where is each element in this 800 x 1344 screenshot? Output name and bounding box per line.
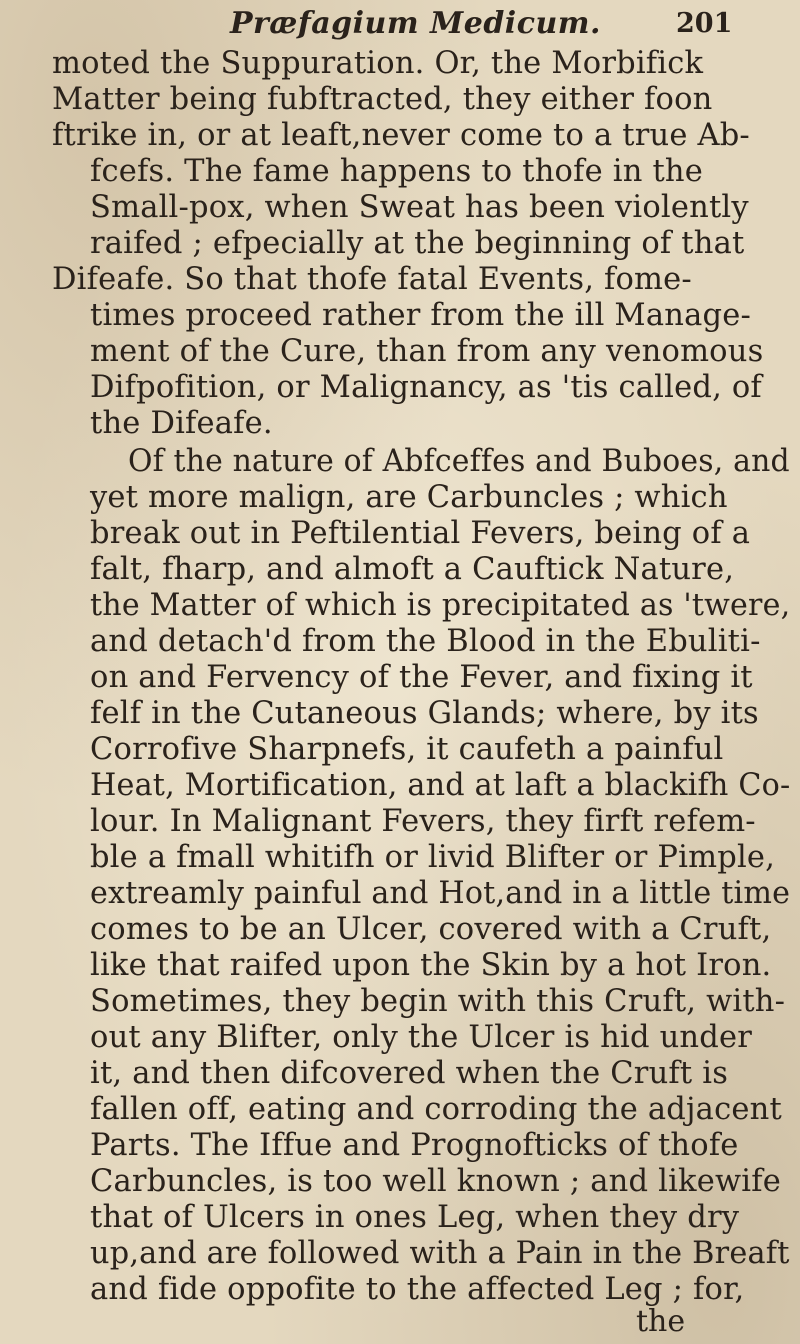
text-line: ftrike in, or at leaft,never come to a true Ab- bbox=[52, 118, 750, 153]
text-line: Corrofive Sharpnefs, it caufeth a painful bbox=[90, 732, 724, 767]
text-line: ment of the Cure, than from any venomous bbox=[90, 334, 764, 369]
text-line: fallen off, eating and corroding the adjacent bbox=[90, 1092, 782, 1127]
text-line: break out in Peftilential Fevers, being of a bbox=[90, 516, 751, 551]
text-line: yet more malign, are Carbuncles ; which bbox=[90, 480, 728, 515]
page-number: 201 bbox=[676, 8, 733, 39]
text-line: Sometimes, they begin with this Cruft, with- bbox=[90, 984, 786, 1019]
text-line: the Matter of which is precipitated as 'twere, bbox=[90, 588, 791, 623]
text-line: Of the nature of Abfceffes and Buboes, and bbox=[128, 444, 790, 479]
text-line: Parts. The Iffue and Prognofticks of thofe bbox=[90, 1128, 739, 1163]
text-line: fcefs. The fame happens to thofe in the bbox=[90, 154, 703, 189]
text-line: Matter being fubftracted, they either foon bbox=[52, 82, 713, 117]
text-line: it, and then difcovered when the Cruft is bbox=[90, 1056, 729, 1091]
text-line: on and Fervency of the Fever, and fixing it bbox=[90, 660, 753, 695]
text-line: and fide oppofite to the affected Leg ; for, bbox=[90, 1272, 745, 1307]
text-line: out any Blifter, only the Ulcer is hid under bbox=[90, 1020, 753, 1055]
catchword: the bbox=[636, 1304, 686, 1339]
text-line: the Difeafe. bbox=[90, 406, 273, 441]
text-line: that of Ulcers in ones Leg, when they dry bbox=[90, 1200, 740, 1235]
text-line: felf in the Cutaneous Glands; where, by its bbox=[90, 696, 759, 731]
text-line: up,and are followed with a Pain in the Breaft bbox=[90, 1236, 790, 1271]
text-line: times proceed rather from the ill Manage- bbox=[90, 298, 751, 333]
text-line: Heat, Mortification, and at laft a blackifh Co- bbox=[90, 768, 791, 803]
text-line: falt, fharp, and almoft a Cauftick Nature, bbox=[90, 552, 735, 587]
text-line: like that raifed upon the Skin by a hot Iron. bbox=[90, 948, 772, 983]
text-line: Carbuncles, is too well known ; and likewife bbox=[90, 1164, 781, 1199]
text-line: extreamly painful and Hot,and in a little time bbox=[90, 876, 791, 911]
text-line: lour. In Malignant Fevers, they firft refem- bbox=[90, 804, 756, 839]
text-line: comes to be an Ulcer, covered with a Cruft, bbox=[90, 912, 772, 947]
text-line: and detach'd from the Blood in the Ebuliti- bbox=[90, 624, 761, 659]
text-line: raifed ; efpecially at the beginning of that bbox=[90, 226, 745, 261]
text-line: Small-pox, when Sweat has been violently bbox=[90, 190, 749, 225]
text-line: Difeafe. So that thofe fatal Events, fome- bbox=[52, 262, 692, 297]
text-line: Difpofition, or Malignancy, as 'tis called, of bbox=[90, 370, 762, 405]
text-line: moted the Suppuration. Or, the Morbifick bbox=[52, 46, 704, 81]
text-line: ble a fmall whitifh or livid Blifter or Pimple, bbox=[90, 840, 776, 875]
running-title: Præfagium Medicum. bbox=[230, 6, 601, 41]
